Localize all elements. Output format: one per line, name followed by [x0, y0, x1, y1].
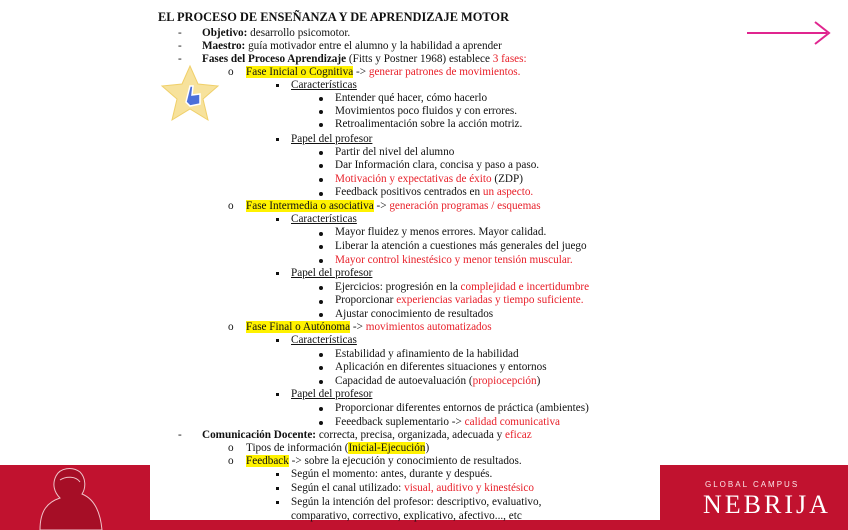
bullet [319, 245, 323, 249]
square-bullet [276, 487, 279, 490]
feedback-tipo-cont: comparativo, correctivo, explicativo, afectivo..., etc [291, 510, 522, 522]
fase-intermedia-line: Fase Intermedia o asociativa -> generación programas / esquemas [246, 200, 541, 212]
circle-marker: o [228, 200, 234, 212]
fase-final-line: Fase Final o Autónoma -> movimientos automatizados [246, 321, 492, 333]
star-pointer-icon [156, 64, 224, 124]
dash-marker: - [178, 429, 182, 441]
fase2-caracteristica: Mayor fluidez y menos errores. Mayor calidad. [335, 226, 547, 238]
tipos-line: Tipos de información (Inicial-Ejecución) [246, 442, 430, 454]
fase3-papel: Feeedback suplementario -> calidad comunicativa [335, 416, 561, 428]
fase2-papel: Proporcionar experiencias variadas y tiempo suficiente. [335, 294, 584, 306]
papel-heading: Papel del profesor [291, 133, 373, 145]
circle-marker: o [228, 455, 234, 467]
feedback-tipo: Según el momento: antes, durante y después. [291, 468, 493, 480]
fase-inicial-line: Fase Inicial o Cognitiva -> generar patrones de movimientos. [246, 66, 521, 78]
logo-title: NEBRIJA [703, 490, 831, 519]
fase3-papel: Proporcionar diferentes entornos de práctica (ambientes) [335, 402, 589, 414]
caracteristicas-heading: Características [291, 334, 357, 346]
circle-marker: o [228, 66, 234, 78]
square-bullet [276, 339, 279, 342]
fase2-caracteristica: Liberar la atención a cuestiones más generales del juego [335, 240, 587, 252]
bullet [319, 366, 323, 370]
fase3-caracteristica: Estabilidad y afinamiento de la habilidad [335, 348, 519, 360]
square-bullet [276, 393, 279, 396]
bullet [319, 353, 323, 357]
fase2-papel: Ajustar conocimiento de resultados [335, 308, 494, 320]
square-bullet [276, 84, 279, 87]
fase3-caracteristica: Capacidad de autoevaluación (propiocepción) [335, 375, 541, 387]
comunicacion-line: Comunicación Docente: correcta, precisa, organizada, adecuada y eficaz [202, 429, 532, 441]
caracteristicas-heading: Características [291, 213, 357, 225]
fases-line: Fases del Proceso Aprendizaje (Fitts y Postner 1968) establece 3 fases: [202, 53, 527, 65]
fase3-caracteristica: Aplicación en diferentes situaciones y entornos [335, 361, 547, 373]
bullet [319, 110, 323, 114]
bullet [319, 286, 323, 290]
fase1-caracteristica: Movimientos poco fluidos y con errores. [335, 105, 518, 117]
caracteristicas-heading: Características [291, 79, 357, 91]
fase1-papel: Partir del nivel del alumno [335, 146, 455, 158]
bullet [319, 123, 323, 127]
bullet [319, 313, 323, 317]
bullet [319, 407, 323, 411]
circle-marker: o [228, 321, 234, 333]
fase1-papel: Feedback positivos centrados en un aspecto. [335, 186, 534, 198]
fase1-papel: Dar Información clara, concisa y paso a paso. [335, 159, 540, 171]
feedback-line: Feedback -> sobre la ejecución y conocimiento de resultados. [246, 455, 522, 467]
bullet [319, 259, 323, 263]
square-bullet [276, 218, 279, 221]
circle-marker: o [228, 442, 234, 454]
bullet [319, 178, 323, 182]
fase1-caracteristica: Retroalimentación sobre la acción motriz. [335, 118, 523, 130]
square-bullet [276, 501, 279, 504]
fase2-papel: Ejercicios: progresión en la complejidad e incertidumbre [335, 281, 590, 293]
dash-marker: - [178, 53, 182, 65]
bullet [319, 232, 323, 236]
square-bullet [276, 272, 279, 275]
arrow-right-icon[interactable] [745, 20, 833, 46]
fase1-caracteristica: Entender qué hacer, cómo hacerlo [335, 92, 488, 104]
square-bullet [276, 473, 279, 476]
bullet [319, 164, 323, 168]
bullet [319, 97, 323, 101]
document-title: EL PROCESO DE ENSEÑANZA Y DE APRENDIZAJE MOTOR [158, 10, 510, 24]
fase1-papel: Motivación y expectativas de éxito (ZDP) [335, 173, 523, 185]
portrait-illustration [20, 462, 115, 530]
feedback-tipo: Según la intención del profesor: descriptivo, evaluativo, [291, 496, 542, 508]
bullet [319, 380, 323, 384]
feedback-tipo: Según el canal utilizado: visual, auditivo y kinestésico [291, 482, 534, 494]
bullet [319, 300, 323, 304]
logo-subtitle: GLOBAL CAMPUS [705, 480, 800, 489]
objetivo-line: Objetivo: desarrollo psicomotor. [202, 27, 351, 39]
papel-heading: Papel del profesor [291, 388, 373, 400]
maestro-line: Maestro: guía motivador entre el alumno y la habilidad a aprender [202, 40, 502, 52]
square-bullet [276, 138, 279, 141]
papel-heading: Papel del profesor [291, 267, 373, 279]
dash-marker: - [178, 27, 182, 39]
dash-marker: - [178, 40, 182, 52]
bullet [319, 421, 323, 425]
bullet [319, 192, 323, 196]
fase2-caracteristica: Mayor control kinestésico y menor tensión muscular. [335, 254, 573, 266]
bullet [319, 151, 323, 155]
